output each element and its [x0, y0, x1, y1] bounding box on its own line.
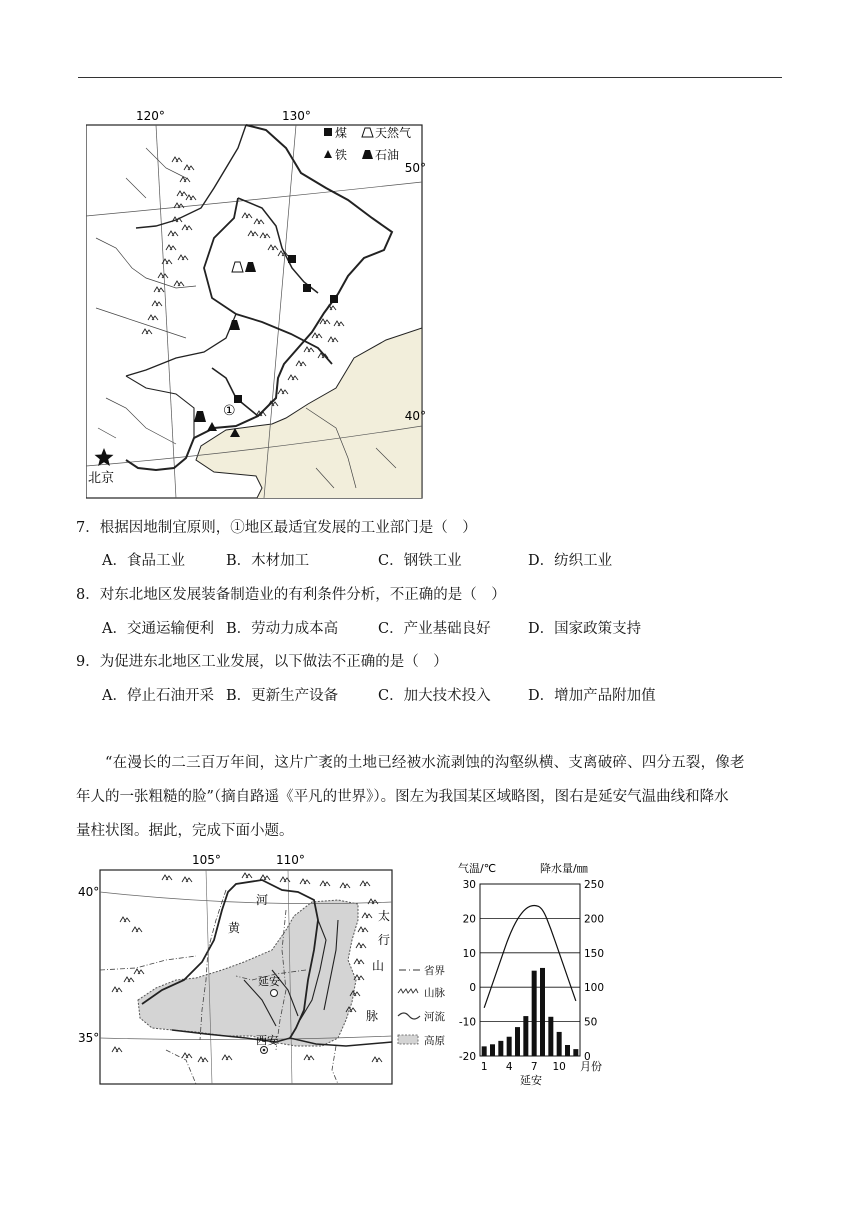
q9-option-b[interactable]: B．更新生产设备 — [226, 688, 339, 704]
q8-option-a[interactable]: A．交通运输便利 — [102, 621, 214, 637]
legend-river: 河流 — [424, 1011, 445, 1023]
legend-gas: 天然气 — [375, 126, 412, 140]
taihang-char-1: 太 — [378, 909, 391, 923]
lat-label-40-map2: 40° — [78, 885, 100, 899]
xian-label: 西安 — [256, 1034, 278, 1047]
precip-bar — [498, 1041, 503, 1056]
legend-mountain: 山脉 — [424, 987, 445, 999]
month-tick-label: 4 — [505, 1061, 513, 1073]
passage-line-2: 年人的一张粗糙的脸”（摘自路遥《平凡的世界》）。图左为我国某区域略图，图右是延安气温曲线和降水 — [76, 789, 729, 805]
taihang-char-3: 山 — [372, 959, 385, 973]
precip-bar — [482, 1046, 487, 1056]
legend-plateau: 高原 — [424, 1035, 445, 1047]
lon-label-120: 120° — [136, 109, 165, 123]
temperature-curve — [484, 906, 576, 1008]
region-marker-1: ① — [223, 403, 236, 419]
legend-oil: 石油 — [375, 148, 400, 162]
month-tick-label: 10 — [552, 1061, 566, 1073]
q7-option-c[interactable]: C．钢铁工业 — [378, 553, 462, 569]
lat-label-35: 35° — [78, 1031, 100, 1045]
temp-tick-label: 10 — [462, 947, 476, 960]
legend-iron: 铁 — [335, 148, 348, 162]
river-label-he: 河 — [256, 893, 269, 907]
question-9: 9．为促进东北地区工业发展，以下做法不正确的是（ ） — [76, 654, 448, 670]
yanan-label: 延安 — [258, 975, 280, 988]
passage-line-1: “在漫长的二三百万年间，这片广袤的土地已经被水流剥蚀的沟壑纵横、支离破碎、四分五裂，像老 — [105, 755, 745, 771]
q7-option-d[interactable]: D．纺织工业 — [528, 553, 613, 569]
precip-bar — [573, 1049, 578, 1056]
yanan-climate-chart — [452, 858, 612, 1092]
q7-option-a[interactable]: A．食品工业 — [102, 553, 185, 569]
q9-option-d[interactable]: D．增加产品附加值 — [528, 688, 656, 704]
lat-label-40: 40° — [404, 409, 426, 423]
precip-bar — [490, 1044, 495, 1056]
precip-tick-label: 150 — [584, 947, 605, 960]
precip-tick-label: 250 — [584, 879, 605, 891]
precip-tick-label: 200 — [584, 913, 605, 926]
legend-boundary: 省界 — [424, 965, 445, 977]
taihang-char-2: 行 — [378, 933, 391, 947]
river-label-huang: 黄 — [228, 921, 241, 935]
precip-tick-label: 0 — [584, 1051, 591, 1063]
temp-tick-label: 20 — [462, 913, 476, 926]
lon-label-130: 130° — [282, 109, 311, 123]
precip-bar — [532, 971, 537, 1056]
precip-tick-label: 50 — [584, 1016, 598, 1029]
q9-option-c[interactable]: C．加大技术投入 — [378, 688, 491, 704]
station-label: 延安 — [520, 1074, 542, 1087]
question-7: 7．根据因地制宜原则，①地区最适宜发展的工业部门是（ ） — [76, 520, 477, 536]
q8-option-d[interactable]: D．国家政策支持 — [528, 621, 642, 637]
q9-option-a[interactable]: A．停止石油开采 — [102, 688, 214, 704]
header-rule — [78, 77, 782, 78]
temp-axis-label: 气温/℃ — [458, 862, 497, 875]
question-8: 8．对东北地区发展装备制造业的有利条件分析，不正确的是（ ） — [76, 587, 506, 603]
precip-bar — [515, 1027, 520, 1056]
passage-line-3: 量柱状图。据此，完成下面小题。 — [76, 823, 294, 839]
precip-bar — [523, 1016, 528, 1056]
yanan-city-icon — [271, 990, 278, 997]
q7-option-b[interactable]: B．木材加工 — [226, 553, 310, 569]
temp-tick-label: -10 — [458, 1016, 476, 1029]
loess-plateau-map — [76, 850, 446, 1090]
temp-tick-label: 30 — [462, 879, 476, 891]
temp-tick-label: -20 — [458, 1051, 476, 1063]
temp-tick-label: 0 — [469, 982, 476, 995]
map2-legend — [398, 964, 445, 1047]
passage — [76, 746, 786, 848]
q8-option-c[interactable]: C．产业基础良好 — [378, 621, 491, 637]
xian-city-dot — [263, 1049, 266, 1052]
precip-tick-label: 100 — [584, 982, 605, 995]
month-tick-label: 1 — [480, 1061, 488, 1073]
lon-label-110: 110° — [276, 853, 305, 867]
northeast-map — [86, 108, 426, 504]
month-tick-label: 7 — [530, 1061, 538, 1073]
month-axis-label: 月份 — [580, 1060, 602, 1073]
precip-bar — [540, 968, 545, 1056]
precip-bar — [507, 1037, 512, 1056]
q8-option-b[interactable]: B．劳动力成本高 — [226, 621, 339, 637]
precip-axis-label: 降水量/㎜ — [540, 862, 588, 875]
lon-label-105: 105° — [192, 853, 221, 867]
precip-bar — [548, 1017, 553, 1056]
precip-bar — [557, 1032, 562, 1056]
precip-bar — [565, 1045, 570, 1056]
taihang-char-4: 脉 — [366, 1009, 379, 1023]
legend-coal: 煤 — [335, 126, 348, 140]
beijing-label: 北京 — [88, 471, 115, 486]
lat-label-50: 50° — [404, 161, 426, 175]
